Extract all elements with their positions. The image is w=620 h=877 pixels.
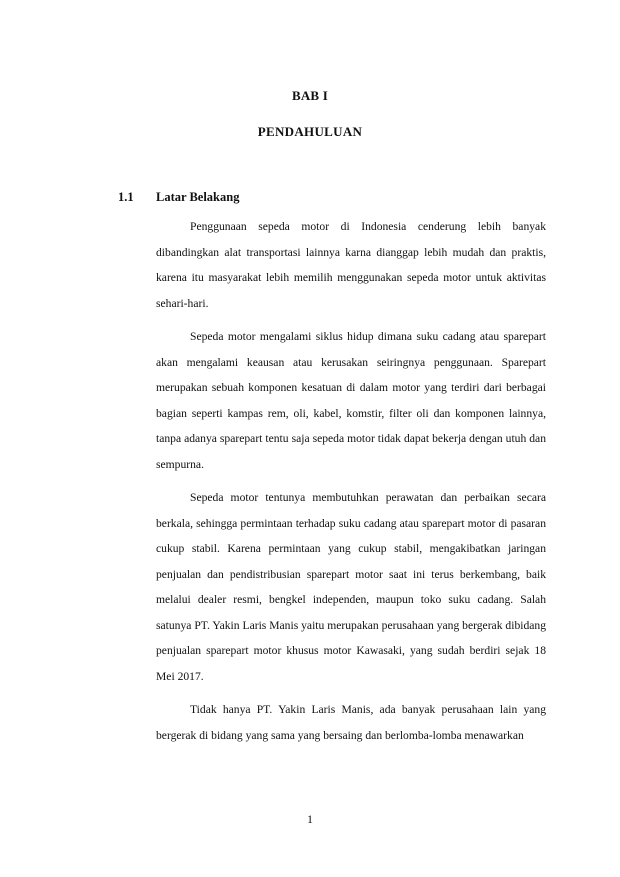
- page-number: 1: [307, 812, 313, 826]
- chapter-title: BAB I: [291, 88, 329, 103]
- section-number: 1.1: [118, 190, 134, 204]
- chapter-subtitle: PENDAHULUAN: [257, 124, 363, 139]
- paragraph-3: Sepeda motor tentunya membutuhkan perawatan dan perbaikan secara berkala, sehingga permintaan terhadap suku cadang atau sparepart motor di pasaran cukup stabil. Karena permintaan yang cukup stabil, mengakibatkan jaringan penjualan dan pendistribusian sparepart motor saat ini terus berkembang, baik melalui dealer resmi, bengkel independen, maupun toko suku cadang. Salah satunya PT. Yakin Laris Manis yaitu merupakan perusahaan yang bergerak dibidang penjualan sparepart motor khusus motor Kawasaki, yang sudah berdiri sejak 18 Mei 2017.: [156, 491, 546, 683]
- paragraph-1: Penggunaan sepeda motor di Indonesia cenderung lebih banyak dibandingkan alat transportasi lainnya karna dianggap lebih mudah dan praktis, karena itu masyarakat lebih memilih menggunakan sepeda motor untuk aktivitas sehari-hari.: [156, 220, 546, 310]
- body-text: [156, 214, 546, 756]
- paragraph-2: Sepeda motor mengalami siklus hidup dimana suku cadang atau sparepart akan mengalami keausan atau kerusakan seiringnya penggunaan. Sparepart merupakan sebuah komponen kesatuan di dalam motor yang terdiri dari berbagai bagian seperti kampas rem, oli, kabel, komstir, filter oli dan komponen lainnya, tanpa adanya sparepart tentu saja sepeda motor tidak dapat bekerja dengan utuh dan sempurna.: [156, 330, 546, 471]
- section-title: Latar Belakang: [156, 190, 240, 204]
- paragraph-4: Tidak hanya PT. Yakin Laris Manis, ada banyak perusahaan lain yang bergerak di bidang yang sama yang bersaing dan berlomba-lomba menawarkan: [156, 703, 546, 742]
